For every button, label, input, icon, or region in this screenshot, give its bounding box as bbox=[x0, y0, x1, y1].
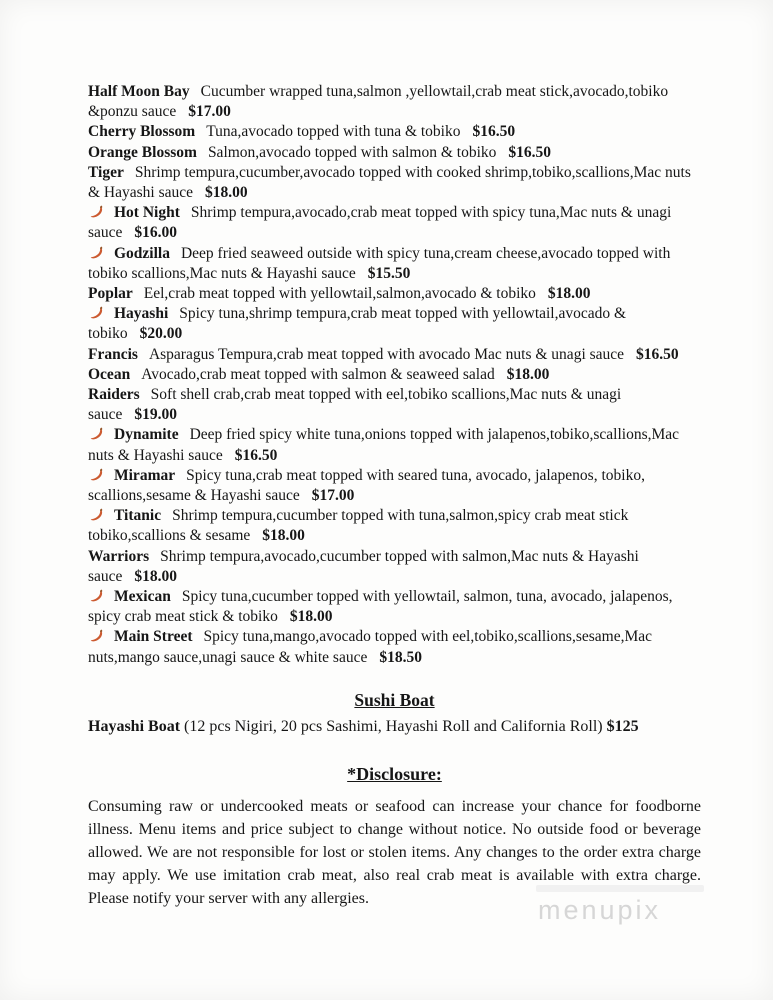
item-name: Warriors bbox=[88, 547, 150, 565]
item-description: Deep fried spicy white tuna,onions topped with jalapenos,tobiko,scallions,Mac nuts & Hayashi sauce bbox=[88, 426, 680, 464]
item-description: Salmon,avocado topped with salmon & tobiko bbox=[207, 143, 497, 161]
item-description: Eel,crab meat topped with yellowtail,salmon,avocado & tobiko bbox=[143, 285, 536, 303]
item-price: $16.00 bbox=[134, 224, 178, 242]
item-name: Hot Night bbox=[114, 204, 180, 222]
menu-item bbox=[88, 425, 701, 465]
item-description: Spicy tuna,cucumber topped with yellowtail, salmon, tuna, avocado, jalapenos, spicy crab meat stick & tobiko bbox=[88, 588, 673, 626]
item-price: $16.50 bbox=[636, 345, 679, 363]
menu-item bbox=[88, 365, 701, 385]
item-name: Hayashi bbox=[114, 305, 169, 323]
menu-item bbox=[88, 284, 701, 304]
item-price: $17.00 bbox=[188, 103, 231, 121]
item-description: Soft shell crab,crab meat topped with eel,tobiko scallions,Mac nuts & unagi sauce bbox=[88, 386, 622, 424]
item-price: $16.50 bbox=[508, 143, 552, 161]
chili-pepper-icon bbox=[88, 245, 105, 260]
item-price: $15.50 bbox=[367, 264, 411, 282]
item-name: Tiger bbox=[88, 163, 124, 181]
sushi-boat-item bbox=[88, 716, 701, 737]
menu-item bbox=[88, 627, 701, 667]
item-description: Avocado,crab meat topped with salmon & seaweed salad bbox=[141, 365, 495, 383]
menu-item bbox=[88, 466, 701, 506]
item-name: Orange Blossom bbox=[88, 143, 197, 161]
sushi-boat-heading: Sushi Boat bbox=[354, 689, 435, 710]
item-description: Shrimp tempura,avocado,crab meat topped with spicy tuna,Mac nuts & unagi sauce bbox=[88, 204, 672, 242]
item-price: $18.00 bbox=[205, 184, 248, 202]
item-price: $19.00 bbox=[134, 406, 178, 424]
item-price: $18.00 bbox=[134, 567, 178, 585]
menu-item bbox=[88, 203, 701, 243]
item-name: Main Street bbox=[114, 628, 193, 646]
menupix-watermark: menupix bbox=[538, 895, 662, 925]
chili-pepper-icon bbox=[88, 204, 105, 219]
item-name: Mexican bbox=[114, 588, 171, 606]
item-description: Spicy tuna,crab meat topped with seared tuna, avocado, jalapenos, tobiko, scallions,sesame & Hayashi sauce bbox=[88, 466, 645, 505]
item-name: Dynamite bbox=[114, 426, 179, 444]
chili-pepper-icon bbox=[88, 507, 105, 522]
item-name: Godzilla bbox=[114, 244, 170, 262]
item-price: $17.00 bbox=[311, 487, 355, 505]
menu-item bbox=[88, 82, 701, 122]
item-name: Miramar bbox=[114, 466, 176, 484]
item-price: $125 bbox=[606, 717, 639, 735]
item-description: Asparagus Tempura,crab meat topped with avocado Mac nuts & unagi sauce bbox=[148, 345, 625, 363]
item-name: Raiders bbox=[88, 386, 140, 404]
menu-item bbox=[88, 143, 701, 163]
menu-item bbox=[88, 385, 701, 425]
menu-item bbox=[88, 122, 701, 142]
item-price: $16.50 bbox=[234, 446, 278, 464]
item-price: $18.00 bbox=[547, 285, 591, 303]
item-name: Poplar bbox=[88, 285, 133, 303]
item-description: Shrimp tempura,avocado,cucumber topped with salmon,Mac nuts & Hayashi sauce bbox=[88, 547, 639, 585]
chili-pepper-icon bbox=[88, 426, 105, 441]
item-description: Tuna,avocado topped with tuna & tobiko bbox=[206, 123, 461, 141]
item-name: Francis bbox=[88, 345, 138, 363]
item-description: Shrimp tempura,cucumber topped with tuna,salmon,spicy crab meat stick tobiko,scallions & sesame bbox=[88, 507, 629, 545]
menu-item bbox=[88, 163, 701, 203]
item-description: Cucumber wrapped tuna,salmon ,yellowtail,crab meat stick,avocado,tobiko &ponzu sauce bbox=[88, 83, 669, 121]
item-description: Shrimp tempura,cucumber,avocado topped with cooked shrimp,tobiko,scallions,Mac nuts & Hayashi sauce bbox=[88, 163, 691, 202]
menu-item bbox=[88, 304, 701, 344]
chili-pepper-icon bbox=[88, 588, 105, 603]
item-name: Titanic bbox=[114, 507, 162, 525]
menu-item bbox=[88, 345, 701, 365]
menu-item bbox=[88, 587, 701, 627]
chili-pepper-icon bbox=[88, 467, 105, 482]
menu-item bbox=[88, 244, 701, 284]
item-description: Spicy tuna,mango,avocado topped with eel,tobiko,scallions,sesame,Mac nuts,mango sauce,unagi sauce & white sauce bbox=[88, 628, 653, 666]
item-price: $20.00 bbox=[139, 325, 183, 343]
item-name: Half Moon Bay bbox=[88, 83, 190, 100]
disclosure-heading: *Disclosure: bbox=[347, 763, 442, 784]
item-price: $18.50 bbox=[379, 648, 422, 666]
menu-item bbox=[88, 506, 701, 546]
item-price: $18.00 bbox=[289, 608, 333, 626]
menu-content bbox=[88, 82, 701, 910]
item-description: Spicy tuna,shrimp tempura,crab meat topped with yellowtail,avocado & tobiko bbox=[88, 305, 627, 343]
watermark-fine-print-line bbox=[536, 885, 704, 892]
menu-item bbox=[88, 547, 701, 587]
item-name: Hayashi Boat bbox=[88, 717, 181, 735]
chili-pepper-icon bbox=[88, 628, 105, 643]
item-name: Ocean bbox=[88, 365, 131, 383]
item-name: Cherry Blossom bbox=[88, 123, 196, 141]
item-price: $18.00 bbox=[506, 365, 550, 383]
item-description: Deep fried seaweed outside with spicy tuna,cream cheese,avocado topped with tobiko scallions,Mac nuts & Hayashi sauce bbox=[88, 244, 671, 282]
item-price: $16.50 bbox=[472, 123, 516, 141]
item-description: (12 pcs Nigiri, 20 pcs Sashimi, Hayashi Roll and California Roll) bbox=[184, 717, 603, 735]
disclosure-text: Consuming raw or undercooked meats or seafood can increase your chance for foodborne illness. Menu items and price subject to change without notice. No outside food or beverage allowed. We are not responsible for lost or stolen items. Any changes to the order extra charge may apply. We use imitation crab meat, also real crab meat is available with extra charge. Please notify your server with any allergies. bbox=[88, 797, 701, 907]
chili-pepper-icon bbox=[88, 305, 105, 320]
item-price: $18.00 bbox=[262, 527, 305, 545]
